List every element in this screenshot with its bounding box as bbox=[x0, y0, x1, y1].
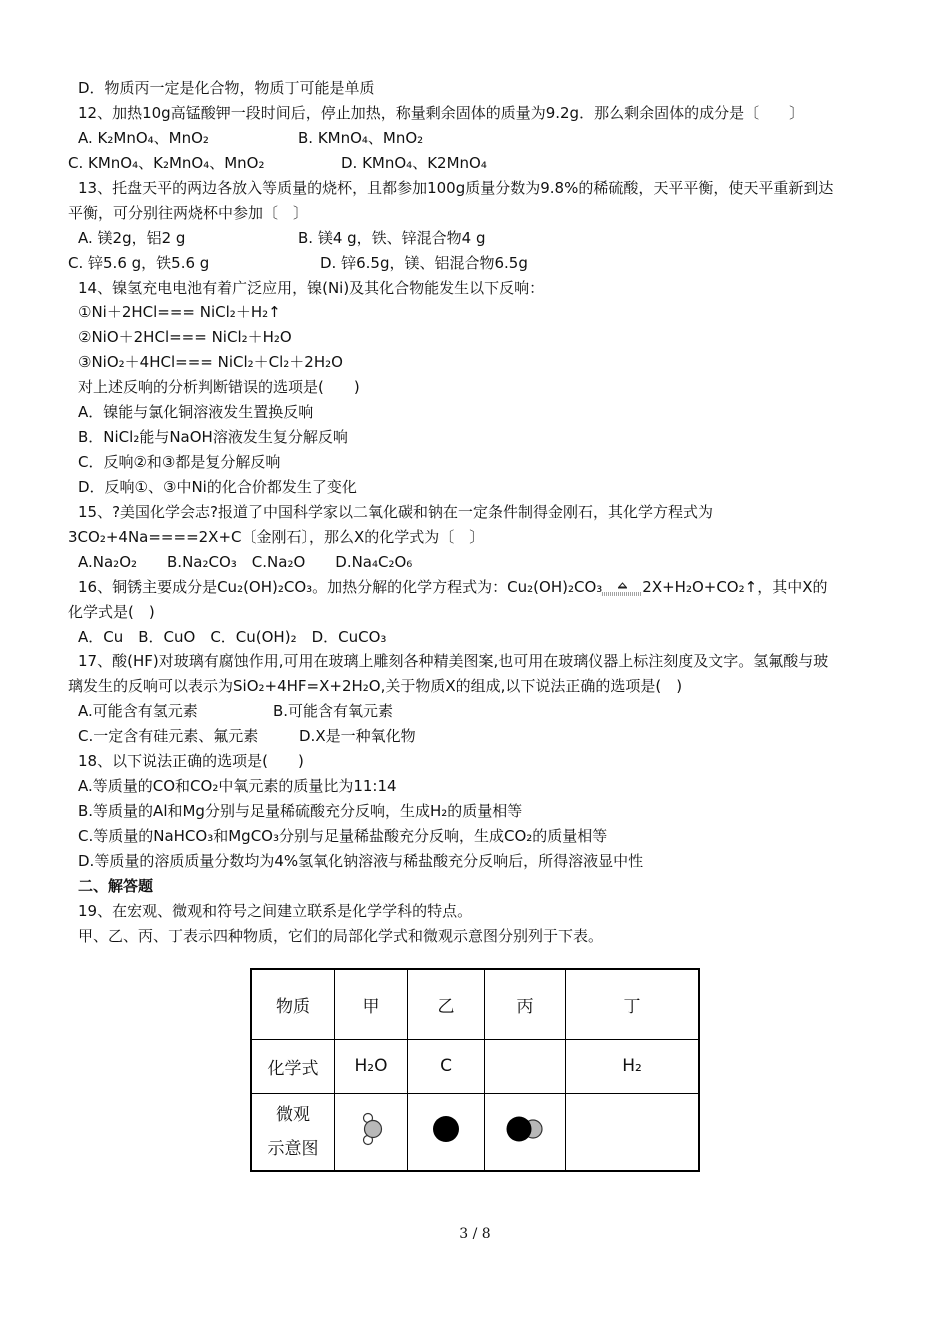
q13-option-a: A. 镁2g，铝2 g bbox=[78, 229, 186, 247]
formula-row bbox=[251, 1039, 699, 1093]
reaction-3: ③NiO₂＋4HCl=== NiCl₂＋Cl₂＋2H₂O bbox=[78, 353, 343, 371]
q13-option-b: B. 镁4 g，铁、锌混合物4 g bbox=[298, 229, 486, 247]
water-molecule-icon bbox=[351, 1109, 391, 1149]
question-14: 14、镍氢充电电池有着广泛应用，镍(Ni)及其化合物能发生以下反响： bbox=[78, 279, 545, 297]
q12-option-d: D. KMnO₄、K2MnO₄ bbox=[341, 154, 487, 172]
q17-option-b: B.可能含有氧元素 bbox=[273, 702, 394, 720]
q12-option-a: A. K₂MnO₄、MnO₂ bbox=[78, 129, 209, 147]
question-12: 12、加热10g高锰酸钾一段时间后，停止加热，称量剩余固体的质量为9.2g．那么剩余固体的成分是〔 〕 bbox=[78, 104, 805, 122]
q12-option-b: B. KMnO₄、MnO₂ bbox=[298, 129, 424, 147]
micro-label-1: 微观 bbox=[276, 1104, 310, 1125]
question-16 bbox=[78, 577, 827, 597]
question-16-cont: 化学式是( ) bbox=[68, 603, 155, 621]
row-label bbox=[251, 1093, 335, 1171]
formula-cell: C bbox=[408, 1039, 485, 1093]
q14-stem: 对上述反响的分析判断错误的选项是( ) bbox=[78, 378, 360, 396]
micro-cell-empty bbox=[566, 1093, 700, 1171]
header-cell: 物质 bbox=[251, 969, 335, 1039]
header-cell: 丁 bbox=[566, 969, 700, 1039]
question-18: 18、以下说法正确的选项是( ) bbox=[78, 752, 304, 770]
header-cell: 甲 bbox=[335, 969, 408, 1039]
table-header-row bbox=[251, 969, 699, 1039]
section-heading: 二、解答题 bbox=[78, 877, 154, 895]
q13-option-d: D. 锌6.5g，镁、铝混合物6.5g bbox=[320, 254, 528, 272]
q14-option-c: C．反响②和③都是复分解反响 bbox=[78, 453, 281, 471]
option-line: D．物质丙一定是化合物，物质丁可能是单质 bbox=[78, 79, 375, 97]
q15-options: A.Na₂O₂ B.Na₂CO₃ C.Na₂O D.Na₄C₂O₆ bbox=[78, 553, 413, 571]
substance-table bbox=[250, 968, 700, 1172]
question-19: 19、在宏观、微观和符号之间建立联系是化学学科的特点。 bbox=[78, 902, 473, 920]
micro-cell bbox=[485, 1093, 566, 1171]
q16-equation-left: 16、铜锈主要成分是Cu₂(OH)₂CO₃。加热分解的化学方程式为：Cu₂(OH)₂CO₃ bbox=[78, 578, 603, 596]
q14-option-a: A．镍能与氯化铜溶液发生置换反响 bbox=[78, 403, 314, 421]
q17-option-a: A.可能含有氢元素 bbox=[78, 702, 198, 720]
co-molecule-icon bbox=[499, 1109, 551, 1149]
q14-option-b: B．NiCl₂能与NaOH溶液发生复分解反响 bbox=[78, 428, 348, 446]
question-19-cont: 甲、乙、丙、丁表示四种物质，它们的局部化学式和微观示意图分别列于下表。 bbox=[78, 927, 604, 945]
q17-option-c: C.一定含有硅元素、氟元素 bbox=[78, 727, 259, 745]
question-13: 13、托盘天平的两边各放入等质量的烧杯，且都参加100g质量分数为9.8%的稀硫酸，天平平衡，使天平重新到达 bbox=[78, 179, 834, 197]
q18-option-c: C.等质量的NaHCO₃和MgCO₃分别与足量稀盐酸充分反响，生成CO₂的质量相等 bbox=[78, 827, 608, 845]
q18-option-d: D.等质量的溶质质量分数均为4%氢氧化钠溶液与稀盐酸充分反响后，所得溶液显中性 bbox=[78, 852, 644, 870]
q16-equation-right: 2X+H₂O+CO₂↑，其中X的 bbox=[642, 578, 828, 596]
question-15-cont: 3CO₂+4Na====2X+C〔金刚石〕，那么X的化学式为〔 〕 bbox=[68, 528, 485, 546]
heating-arrow-icon bbox=[602, 581, 642, 595]
micro-label-2: 示意图 bbox=[267, 1138, 319, 1159]
q13-option-c: C. 锌5.6 g，铁5.6 g bbox=[68, 254, 210, 272]
q18-option-a: A.等质量的CO和CO₂中氧元素的质量比为11:14 bbox=[78, 777, 397, 795]
header-cell: 丙 bbox=[485, 969, 566, 1039]
formula-cell: H₂O bbox=[335, 1039, 408, 1093]
q14-option-d: D．反响①、③中Ni的化合价都发生了变化 bbox=[78, 478, 357, 496]
question-17: 17、酸(HF)对玻璃有腐蚀作用,可用在玻璃上雕刻各种精美图案,也可用在玻璃仪器上标注刻度及文字。氢氟酸与玻 bbox=[78, 652, 829, 670]
question-13-cont: 平衡，可分别往两烧杯中参加〔 〕 bbox=[68, 204, 309, 222]
header-cell: 乙 bbox=[408, 969, 485, 1039]
row-label: 化学式 bbox=[251, 1039, 335, 1093]
carbon-atom-icon bbox=[426, 1109, 466, 1149]
micro-row bbox=[251, 1093, 699, 1171]
question-15: 15、?美国化学会志?报道了中国科学家以二氧化碳和钠在一定条件制得金刚石，其化学方程式为 bbox=[78, 503, 714, 521]
reaction-1: ①Ni＋2HCl=== NiCl₂＋H₂↑ bbox=[78, 303, 281, 321]
micro-cell bbox=[335, 1093, 408, 1171]
q18-option-b: B.等质量的Al和Mg分别与足量稀硫酸充分反响，生成H₂的质量相等 bbox=[78, 802, 523, 820]
q12-option-c: C. KMnO₄、K₂MnO₄、MnO₂ bbox=[68, 154, 265, 172]
page-number: 3 / 8 bbox=[459, 1226, 491, 1242]
formula-cell bbox=[485, 1039, 566, 1093]
q16-options: A．Cu B．CuO C．Cu(OH)₂ D．CuCO₃ bbox=[78, 628, 387, 646]
reaction-2: ②NiO＋2HCl=== NiCl₂＋H₂O bbox=[78, 328, 292, 346]
micro-cell bbox=[408, 1093, 485, 1171]
q17-option-d: D.X是一种氧化物 bbox=[299, 727, 416, 745]
formula-cell: H₂ bbox=[566, 1039, 700, 1093]
question-17-cont: 璃发生的反响可以表示为SiO₂+4HF=X+2H₂O,关于物质X的组成,以下说法正确的选项是( ) bbox=[68, 677, 683, 695]
